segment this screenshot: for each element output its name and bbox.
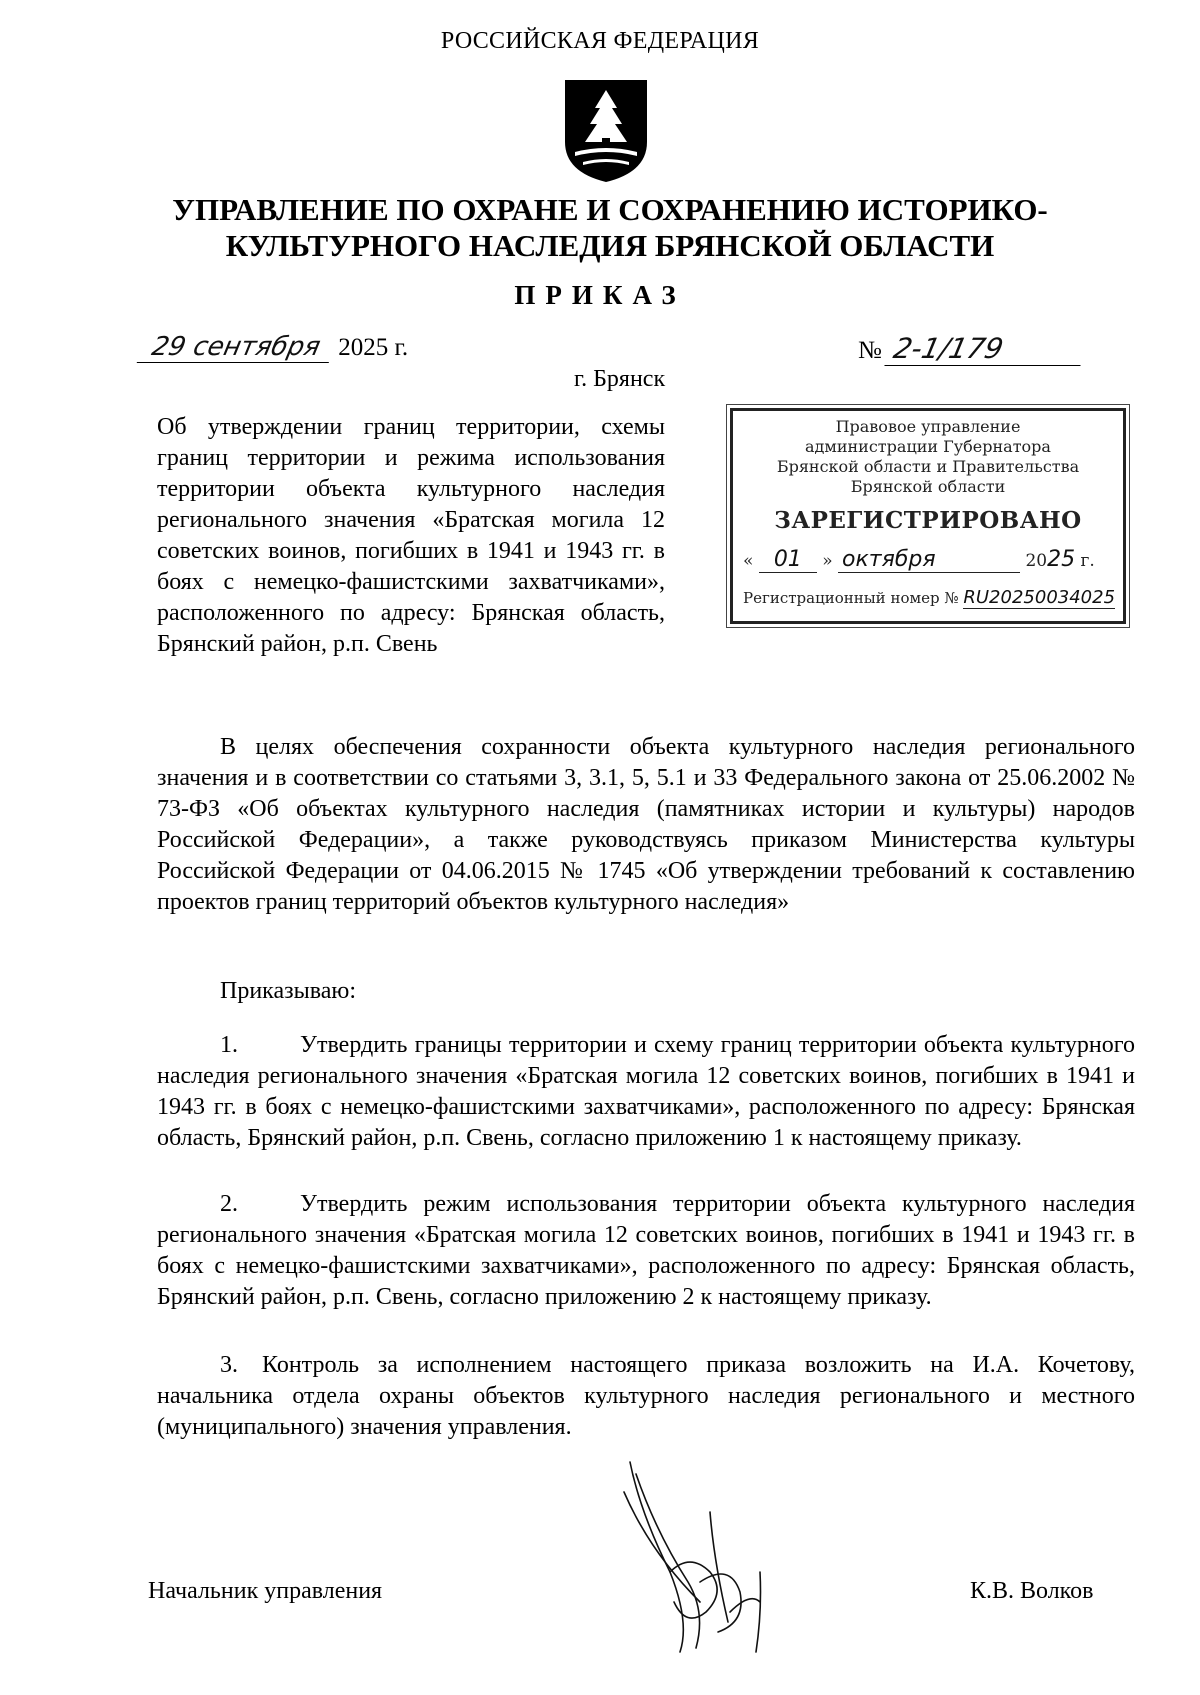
stamp-year-unit: г. bbox=[1080, 551, 1095, 571]
stamp-reg-label: Регистрационный номер № bbox=[743, 589, 959, 607]
order-item-3 bbox=[157, 1350, 1135, 1443]
country-heading: РОССИЙСКАЯ ФЕДЕРАЦИЯ bbox=[440, 28, 760, 54]
stamp-registered: ЗАРЕГИСТРИРОВАНО bbox=[774, 507, 1082, 534]
order-number bbox=[858, 332, 1084, 366]
preamble: В целях обеспечения сохранности объекта культурного наследия регионального значения и в соответствии со статьями 3, 3.1, 5, 5.1 и 33 Федерального закона от 25.06.2002 № 73-ФЗ «Об объектах культурного наследия (памятниках истории и культуры) народов Российской Федерации», а также руководствуясь приказом Министерства культуры Российской Федерации от 04.06.2015 № 1745 «Об утверждении требований к составлению проектов границ территорий объектов культурного наследия» bbox=[157, 734, 1135, 915]
handwritten-date: 29 сентября bbox=[137, 332, 336, 363]
order-item-text: Контроль за исполнением настоящего приказа возложить на И.А. Кочетову, начальника отдела охраны объектов культурного наследия регионального и местного (муниципального) значения управления. bbox=[157, 1352, 1135, 1440]
coat-of-arms-emblem bbox=[559, 76, 653, 184]
stamp-quote-open: « bbox=[743, 551, 754, 571]
handwritten-number: 2-1/179 bbox=[884, 332, 1087, 366]
stamp-date bbox=[743, 547, 1115, 573]
order-item-1 bbox=[157, 1030, 1135, 1154]
stamp-reg-number: RU20250034025 bbox=[963, 587, 1116, 608]
stamp-month: октября bbox=[838, 547, 1020, 573]
signatory-name: К.В. Волков bbox=[970, 1578, 1094, 1604]
number-sign: № bbox=[858, 337, 882, 364]
stamp-year: 25 bbox=[1047, 547, 1076, 572]
order-item-text: Утвердить границы территории и схему границ территории объекта культурного наследия регионального значения «Братская могила 12 советских воинов, погибших в 1941 и 1943 гг. в боях с немецко-фашистскими захватчиками», расположенного по адресу: Брянская область, Брянский район, р.п. Свень, согласно приложению 1 к настоящему приказу. bbox=[157, 1032, 1135, 1151]
document-type-title: ПРИКАЗ bbox=[514, 280, 686, 310]
agency-name bbox=[150, 192, 1070, 264]
order-item-2 bbox=[157, 1189, 1135, 1313]
stamp-line-3: Брянской области и Правительства bbox=[776, 457, 1080, 476]
stamp-day: 01 bbox=[759, 547, 817, 573]
stamp-registration-number bbox=[743, 587, 1117, 608]
stamp-year-prefix: 20 bbox=[1025, 551, 1048, 571]
order-date bbox=[140, 332, 408, 363]
stamp-line-4: Брянской области bbox=[850, 477, 1006, 496]
order-year: 2025 г. bbox=[338, 334, 409, 361]
order-item-number: 1. bbox=[220, 1032, 238, 1058]
agency-name-line-2: КУЛЬТУРНОГО НАСЛЕДИЯ БРЯНСКОЙ ОБЛАСТИ bbox=[225, 228, 995, 263]
order-item-text: Утвердить режим использования территории объекта культурного наследия регионального значения «Братская могила 12 советских воинов, погибших в 1941 и 1943 гг. в боях с немецко-фашистскими захватчиками», расположенного по адресу: Брянская область, Брянский район, р.п. Свень, согласно приложению 2 к настоящему приказу. bbox=[157, 1191, 1135, 1310]
agency-name-line-1: УПРАВЛЕНИЕ ПО ОХРАНЕ И СОХРАНЕНИЮ ИСТОРИКО- bbox=[172, 192, 1048, 227]
registration-stamp bbox=[730, 408, 1126, 624]
order-item-number: 3. bbox=[220, 1352, 238, 1378]
order-item-number: 2. bbox=[220, 1191, 238, 1217]
signatory-position: Начальник управления bbox=[148, 1578, 383, 1604]
stamp-line-2: администрации Губернатора bbox=[805, 437, 1051, 456]
handwritten-signature bbox=[610, 1452, 830, 1662]
city: г. Брянск bbox=[574, 366, 666, 392]
stamp-line-1: Правовое управление bbox=[835, 417, 1021, 436]
order-word: Приказываю: bbox=[220, 978, 356, 1004]
stamp-quote-close: » bbox=[822, 551, 833, 571]
order-subject: Об утверждении границ территории, схемы границ территории и режима использования территории объекта культурного наследия регионального значения «Братская могила 12 советских воинов, погибших в 1941 и 1943 гг. в боях с немецко-фашистскими захватчиками», расположенного по адресу: Брянская область, Брянский район, р.п. Свень bbox=[157, 414, 665, 657]
